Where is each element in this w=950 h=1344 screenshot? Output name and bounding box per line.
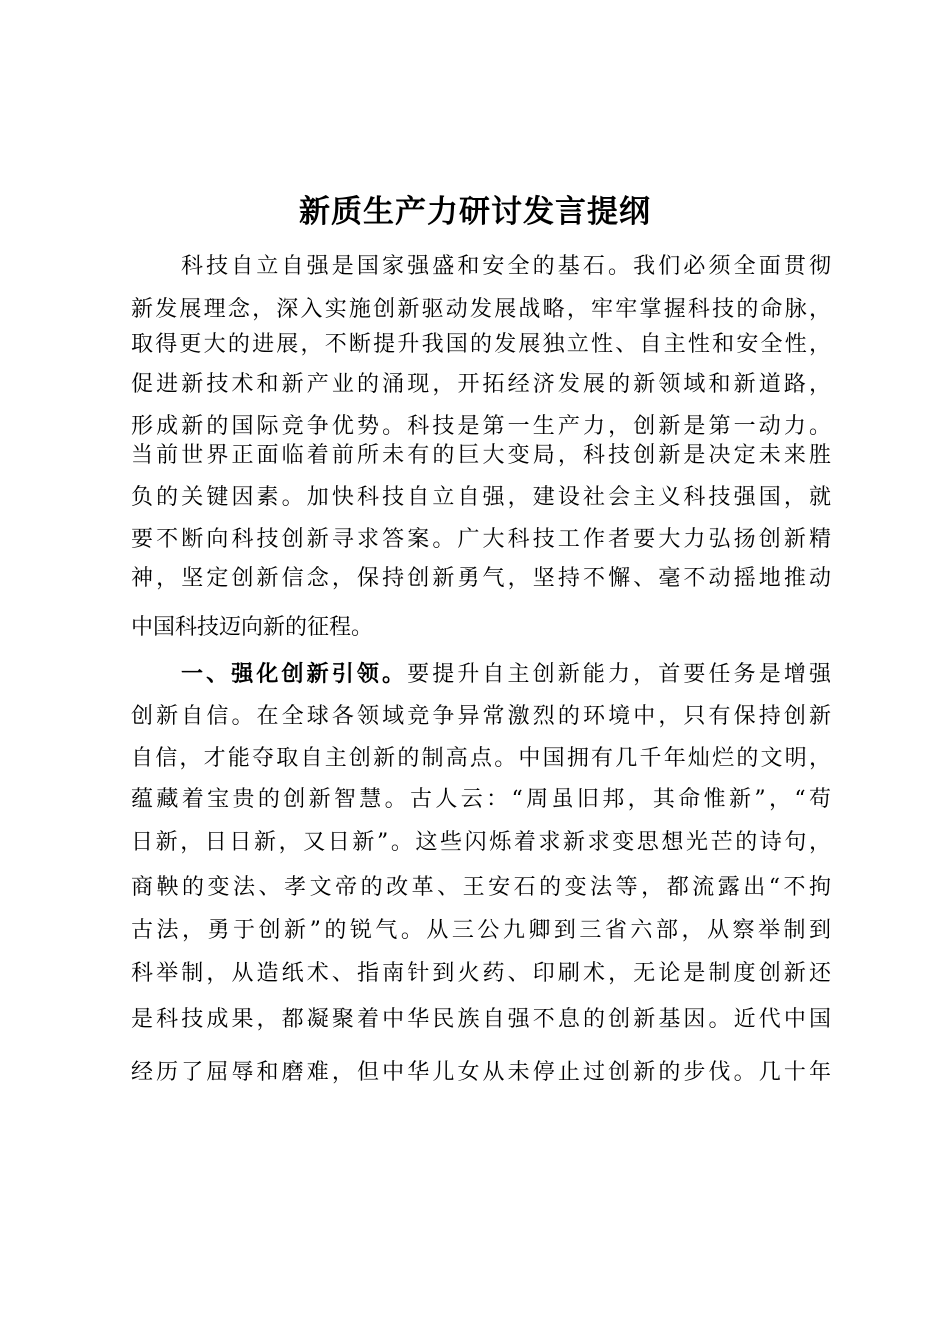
paragraph-1-line: 科技自立自强是国家强盛和安全的基石。我们必须全面贯彻 <box>181 254 831 279</box>
section-1-line: 科举制，从造纸术、指南针到火药、印刷术，无论是制度创新还 <box>131 961 831 986</box>
paragraph-1-line: 要不断向科技创新寻求答案。广大科技工作者要大力弘扬创新精 <box>131 527 831 552</box>
paragraph-1-line: 新发展理念，深入实施创新驱动发展战略，牢牢掌握科技的命脉， <box>131 297 831 322</box>
section-1-line: 自信，才能夺取自主创新的制高点。中国拥有几千年灿烂的文明， <box>131 746 831 771</box>
paragraph-1-line: 当前世界正面临着前所未有的巨大变局，科技创新是决定未来胜 <box>131 443 831 468</box>
section-1-first-line <box>181 655 831 695</box>
section-1-first-line-text: 要提升自主创新能力，首要任务是增强 <box>407 662 831 687</box>
paragraph-1-line: 神，坚定创新信念，保持创新勇气，坚持不懈、毫不动摇地推动 <box>131 566 831 591</box>
paragraph-1-line: 负的关键因素。加快科技自立自强，建设社会主义科技强国，就 <box>131 485 831 510</box>
section-1-heading: 一、强化创新引领。 <box>181 662 408 687</box>
section-1-line: 蕴藏着宝贵的创新智慧。古人云：“周虽旧邦，其命惟新”，“苟 <box>131 787 831 812</box>
section-1-line: 是科技成果，都凝聚着中华民族自强不息的创新基因。近代中国 <box>131 1007 831 1032</box>
paragraph-1-line: 形成新的国际竞争优势。科技是第一生产力，创新是第一动力。 <box>131 414 831 439</box>
paragraph-1-line: 取得更大的进展，不断提升我国的发展独立性、自主性和安全性， <box>131 332 831 357</box>
paragraph-1-line: 中国科技迈向新的征程。 <box>131 615 374 640</box>
document-title: 新质生产力研讨发言提纲 <box>299 194 651 230</box>
section-1-line: 商鞅的变法、孝文帝的改革、王安石的变法等，都流露出“不拘 <box>131 875 831 900</box>
section-1-line: 创新自信。在全球各领域竞争异常激烈的环境中，只有保持创新 <box>131 704 831 729</box>
section-1-line: 古法，勇于创新”的锐气。从三公九卿到三省六部，从察举制到 <box>131 918 831 943</box>
paragraph-1-line: 促进新技术和新产业的涌现，开拓经济发展的新领域和新道路， <box>131 372 831 397</box>
section-1-line: 经历了屈辱和磨难，但中华儿女从未停止过创新的步伐。几十年 <box>131 1060 831 1085</box>
section-1-line: 日新，日日新，又日新”。这些闪烁着求新求变思想光芒的诗句， <box>131 830 831 855</box>
